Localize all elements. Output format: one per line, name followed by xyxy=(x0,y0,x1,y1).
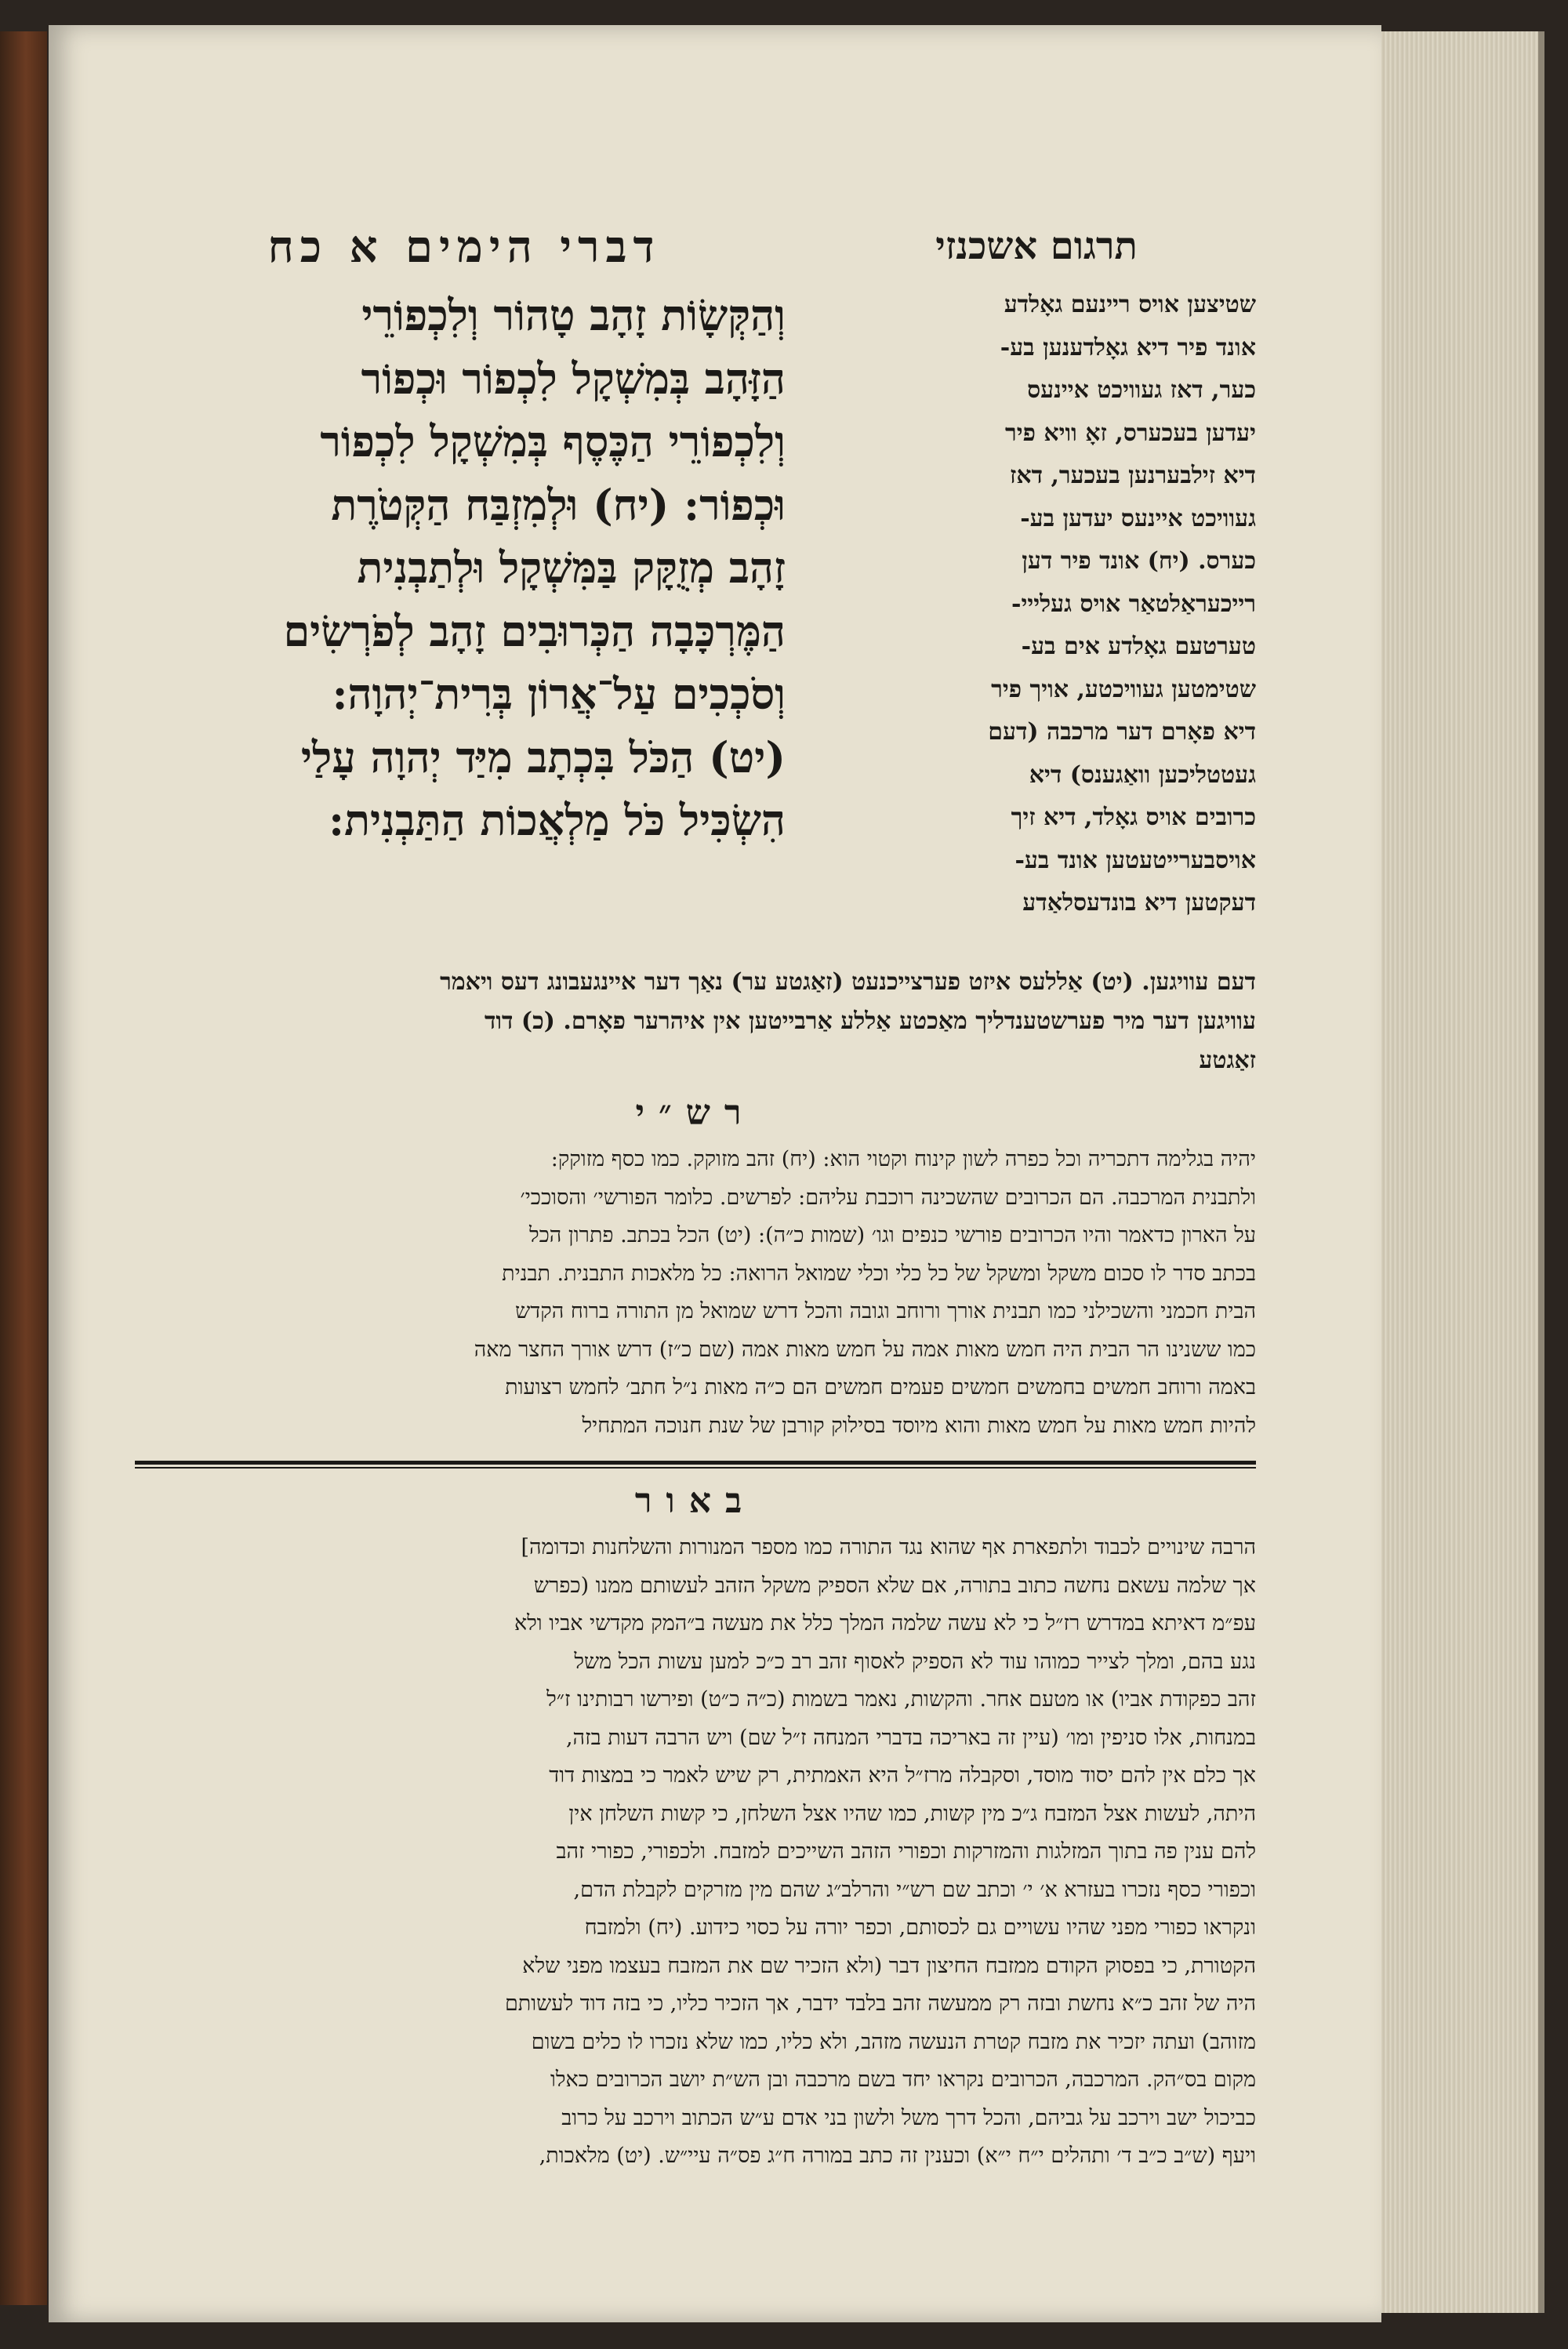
biur-line: הקטורת, כי בפסוק הקודם ממזבח החיצון דבר (ולא הזכיר שם את המזבח בעצמו מפני שלא xyxy=(522,1953,1256,1978)
section-divider xyxy=(135,1461,1256,1469)
biur-line: אך שלמה עשאם נחשה כתוב בתורה, אם שלא הספיק משקל הזהב לעשותם ממנו (כפרש xyxy=(533,1573,1256,1598)
translation-column xyxy=(817,284,1256,925)
rashi-title: רש״י xyxy=(635,1093,756,1133)
scripture-line: זָהָב מְזֻקָּק בַּמִּשְׁקָל וּלְתַבְנִית xyxy=(357,543,786,593)
translation-line: כערס. (יח) אונד פיר דען xyxy=(1022,547,1256,575)
book-page xyxy=(49,25,1381,2322)
header-main: דברי הימים א כח xyxy=(267,221,661,273)
rashi-commentary xyxy=(135,1141,1256,1445)
biur-line: מזוהב) ועתה יזכיר את מזבח קטרת הנעשה מזהב, ולא כליו, כמו שלא נזכרו לו כלים בשום xyxy=(531,2029,1256,2054)
rashi-line: להיות חמש מאות על חמש מאות והוא מיוסד בסילוק קורבן של שנת חנוכה המתחיל xyxy=(582,1413,1256,1438)
biur-line: אך כלם אין להם יסוד מוסד, וסקבלה מרז״ל היא האמתית, רק שיש לאמר כי במצות דוד xyxy=(549,1763,1256,1788)
translation-cont-line: עוויגען דער מיר פערשטענדליך מאַכטע אַללע אַרבייטען אין איהרער פאָרם. (כ) דוד xyxy=(484,1007,1256,1035)
scripture-line: וְלִכְפוֹרֵי הַכֶּסֶף בְּמִשְׁקָל לִכְפוֹר xyxy=(320,416,786,467)
rashi-line: ולתבנית המרכבה. הם הכרובים שהשכינה רוכבת עליהם: לפרשים. כלומר הפורשי׳ והסוככי׳ xyxy=(520,1185,1256,1210)
scripture-line: וְהַקְּשָׂוֹת זָהָב טָהוֹר וְלִכְפוֹרֵי xyxy=(361,290,786,340)
biur-line: נגע בהם, ומלך לצייר כמוהו עוד לא הספיק לאסוף זהב רב כ״כ למען עשות הכל משל xyxy=(574,1649,1256,1674)
scripture-line: וְסֹכְכִים עַל־אֲרוֹן בְּרִית־יְהוָה: xyxy=(332,669,786,719)
translation-line: געוויכט איינעס יעדען בע- xyxy=(1020,504,1256,532)
translation-line: כרובים אויס גאָלד, דיא זיך xyxy=(1011,804,1256,831)
translation-line: אויסבערייטעטען אונד בע- xyxy=(1014,846,1256,874)
translation-line: כער, דאז געוויכט איינעס xyxy=(1027,376,1256,404)
biur-line: זהב כפקודת אביו) או מטעם אחר. והקשות, נאמר בשמות (כ״ה כ״ט) ופירשו רבותינו ז״ל xyxy=(546,1687,1256,1712)
translation-cont-line: דעם עוויגען. (יט) אַללעס איזט פערצייכנעט (זאַגטע ער) נאַך דער איינגעבונג דעס ויאמר xyxy=(440,968,1256,996)
translation-line: דעקטען דיא בונדעסלאַדע xyxy=(1022,889,1256,917)
biur-line: היה של זהב כ״א נחשת ובזה רק ממעשה זהב בלבד ידבר, אך הזכיר כליו, כי בזה דוד לעשותם xyxy=(504,1991,1256,2016)
biur-line: במנחות, אלו סניפין ומו׳ (עיין זה באריכה בדברי המנחה ז״ל שם) ויש הרבה דעות בזה, xyxy=(565,1725,1256,1750)
translation-line: שטיצען אויס ריינעם גאָלדע xyxy=(1004,291,1256,318)
running-headers xyxy=(135,221,1256,284)
biur-line: ונקראו כפורי מפני שהיו עשויים גם לכסותם, וכפר יורה על כסוי כידוע. (יח) ולמזבח xyxy=(584,1915,1256,1940)
scripture-line: (יט) הַכֹּל בִּכְתָב מִיַּד יְהוָה עָלַי xyxy=(300,732,786,782)
biur-line: להם ענין פה בתוך המזלגות והמזרקות וכפורי הזהב השייכים למזבח. ולכפורי, כפורי זהב xyxy=(556,1839,1256,1864)
rashi-line: יהיה בגלימה דתכריה וכל כפרה לשון קינוח וקטוי הוא: (יח) זהב מזוקק. כמו כסף מזוקק: xyxy=(550,1147,1256,1171)
translation-line: רייכעראַלטאַר אויס געלייי- xyxy=(1011,590,1256,618)
rashi-line: הבית חכמני והשכילני כמו תבנית אורך ורוחב וגובה והכל דרש שמואל מן התורה ברוח הקדש xyxy=(515,1299,1256,1323)
scripture-line: הִשְׂכִּיל כֹּל מַלְאֲכוֹת הַתַּבְנִית: xyxy=(328,795,786,845)
book-binding-left xyxy=(0,31,47,2305)
rashi-line: על הארון כדאמר והיו הכרובים פורשי כנפים וגו׳ (שמות כ״ה): (יט) הכל בכתב. פתרון הכל xyxy=(528,1223,1256,1247)
page-edges xyxy=(1381,31,1544,2313)
scripture-column xyxy=(135,284,786,852)
rashi-line: באמה ורוחב חמשים בחמשים חמשים פעמים חמשים הם כ״ה מאות נ״ל חתב׳ לחמש רצועות xyxy=(505,1375,1256,1400)
translation-line: טערטעם גאָלדע אים בע- xyxy=(1021,633,1256,660)
scripture-line: הַמֶּרְכָּבָה הַכְּרוּבִים זָהָב לְפֹרְשִׂים xyxy=(283,605,786,656)
biur-line: וכפורי כסף נזכרו בעזרא א׳ י׳ וכתב שם רש״י והרלב״ג שהם מין מזרקים לקבלת הדם, xyxy=(573,1877,1256,1902)
biur-commentary xyxy=(135,1529,1256,2176)
translation-line: יעדען בעכערס, זאָ וויא פיר xyxy=(1004,419,1256,447)
biur-line: מקום בס״הק. המרכבה, הכרובים נקראו יחד בשם מרכבה ובן הש״ת יושב הכרובים כאלו xyxy=(550,2068,1256,2092)
biur-line: היתה, לעשות אצל המזבח ג״כ מין קשות, כמו שהיו אצל השלחן, כי קשות השלחן אין xyxy=(568,1801,1256,1826)
rashi-line: כמו ששנינו הר הבית היה חמש מאות אמה על חמש מאות אמה (שם כ״ז) דרש אורך החצר מאה xyxy=(474,1337,1256,1362)
biur-line: ויעף (ש״ב כ״ב ד׳ ותהלים י״ח י״א) וכענין זה כתב במורה ח״ג פס״ה עיי״ש. (יט) מלאכות, xyxy=(539,2144,1256,2168)
text-columns xyxy=(135,284,1256,958)
biur-line: כביכול ישב וירכב על גביהם, והכל דרך משל ולשון בני אדם ע״ש הכתוב וירכב על כרוב xyxy=(561,2105,1256,2130)
scripture-line: וּכְפוֹר: (יח) וּלְמִזְבַּח הַקְּטֹרֶת xyxy=(331,479,786,530)
translation-line: אונד פיר דיא גאָלדענען בע- xyxy=(1000,333,1256,361)
biur-title: באור xyxy=(634,1481,757,1521)
translation-line: געטטליכען וואַגענס) דיא xyxy=(1029,761,1256,789)
scripture-line: הַזָּהָב בְּמִשְׁקָל לִכְפוֹר וּכְפוֹר xyxy=(361,353,786,404)
translation-continuation xyxy=(135,963,1256,1080)
biur-line: הרבה שינויים לכבוד ולתפארת אף שהוא נגד התורה כמו מספר המנורות והשלחנות וכדומה] xyxy=(521,1535,1256,1559)
header-translation: תרגום אשכנזי xyxy=(935,224,1138,268)
translation-line: שטימטען געוויכטע, אויך פיר xyxy=(991,675,1256,703)
biur-line: עפ״מ דאיתא במדרש רז״ל כי לא עשה שלמה המלך כלל את מעשה ב״המק מקדשי אביו ולא xyxy=(514,1611,1256,1636)
page-content xyxy=(135,221,1256,2176)
rashi-line: בכתב סדר לו סכום משקל ומשקל של כל כלי וכלי שמואל הרואה: כל מלאכות התבנית. תבנית xyxy=(502,1261,1256,1286)
translation-cont-line: זאַגטע xyxy=(1199,1047,1256,1074)
translation-line: דיא זילבערנען בעכער, דאז xyxy=(1009,462,1256,489)
translation-line: דיא פאָרם דער מרכבה (דעם xyxy=(988,718,1256,746)
